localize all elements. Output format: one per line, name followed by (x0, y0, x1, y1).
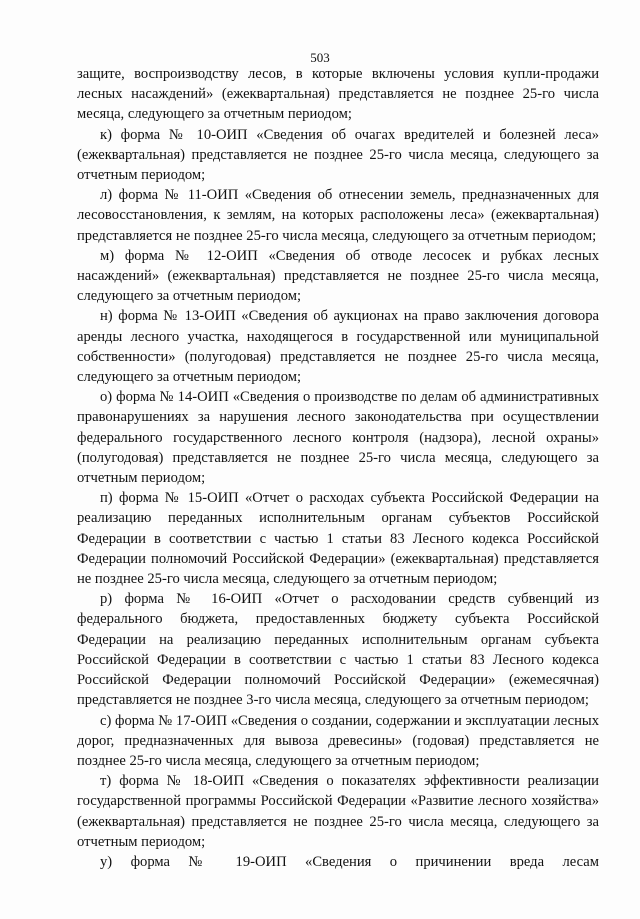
paragraph-item-n: н) форма № 13-ОИП «Сведения об аукционах на право заключения договора аренды лесного участка, находящегося в государственной или муниципальной собственности» (полугодовая) представляется не позднее 25-го числа месяца, следующего за отчетным периодом; (77, 308, 599, 386)
paragraph-item-p: п) форма № 15-ОИП «Отчет о расходах субъекта Российской Федерации на реализацию переданных исполнительным органам субъектов Российской Федерации в соответствии с частью 1 статьи 83 Лесного кодекса Российской Федерации полномочий Российской Федерации» (ежеквартальная) представляется не позднее 25-го числа месяца, следующего за отчетным периодом; (77, 490, 599, 588)
paragraph-item-u: у) форма № 19-ОИП «Сведения о причинении вреда лесам (100, 853, 599, 870)
paragraph-item-k: к) форма № 10-ОИП «Сведения об очагах вредителей и болезней леса» (ежеквартальная) представляется не позднее 25-го числа месяца, следующего за отчетным периодом; (77, 126, 599, 184)
paragraph-continuation: защите, воспроизводству лесов, в которые включены условия купли-продажи лесных насаждений» (ежеквартальная) представляется не позднее 25-го числа месяца, следующего за отчетным периодом; (77, 66, 599, 123)
document-body (77, 64, 599, 872)
paragraph-item-o: о) форма № 14-ОИП «Сведения о производстве по делам об административных правонарушениях за нарушения лесного законодательства при осуществлении федерального государственного лесного контроля (надзора), лесной охраны» (полугодовая) представляется не позднее 25-го числа месяца, следующего за отчетным периодом; (77, 389, 599, 487)
paragraph-item-l: л) форма № 11-ОИП «Сведения об отнесении земель, предназначенных для лесовосстановления, к землям, на которых расположены леса» (ежеквартальная) представляется не позднее 25-го числа месяца, следующего за отчетным периодом; (77, 187, 599, 244)
paragraph-item-s: с) форма № 17-ОИП «Сведения о создании, содержании и эксплуатации лесных дорог, предназначенных для вывоза древесины» (годовая) представляется не позднее 25-го числа месяца, следующего за отчетным периодом; (77, 712, 599, 769)
page-number: 503 (310, 50, 330, 65)
paragraph-item-m: м) форма № 12-ОИП «Сведения об отводе лесосек и рубках лесных насаждений» (ежеквартальная) представляется не позднее 25-го числа месяца, следующего за отчетным периодом; (77, 247, 599, 305)
paragraph-item-t: т) форма № 18-ОИП «Сведения о показателях эффективности реализации государственной программы Российской Федерации «Развитие лесного хозяйства» (ежеквартальная) представляется не позднее 25-го числа месяца, следующего за отчетным периодом; (77, 773, 599, 850)
paragraph-item-r: р) форма № 16-ОИП «Отчет о расходовании средств субвенций из федерального бюджета, предоставленных бюджету субъекта Российской Федерации на реализацию переданных исполнительным органам субъекта Российской Федерации в соответствии с частью 1 статьи 83 Лесного кодекса Российской Федерации полномочий Российской Федерации» (ежемесячная) представляется не позднее 3-го числа месяца, следующего за отчетным периодом; (77, 591, 599, 709)
